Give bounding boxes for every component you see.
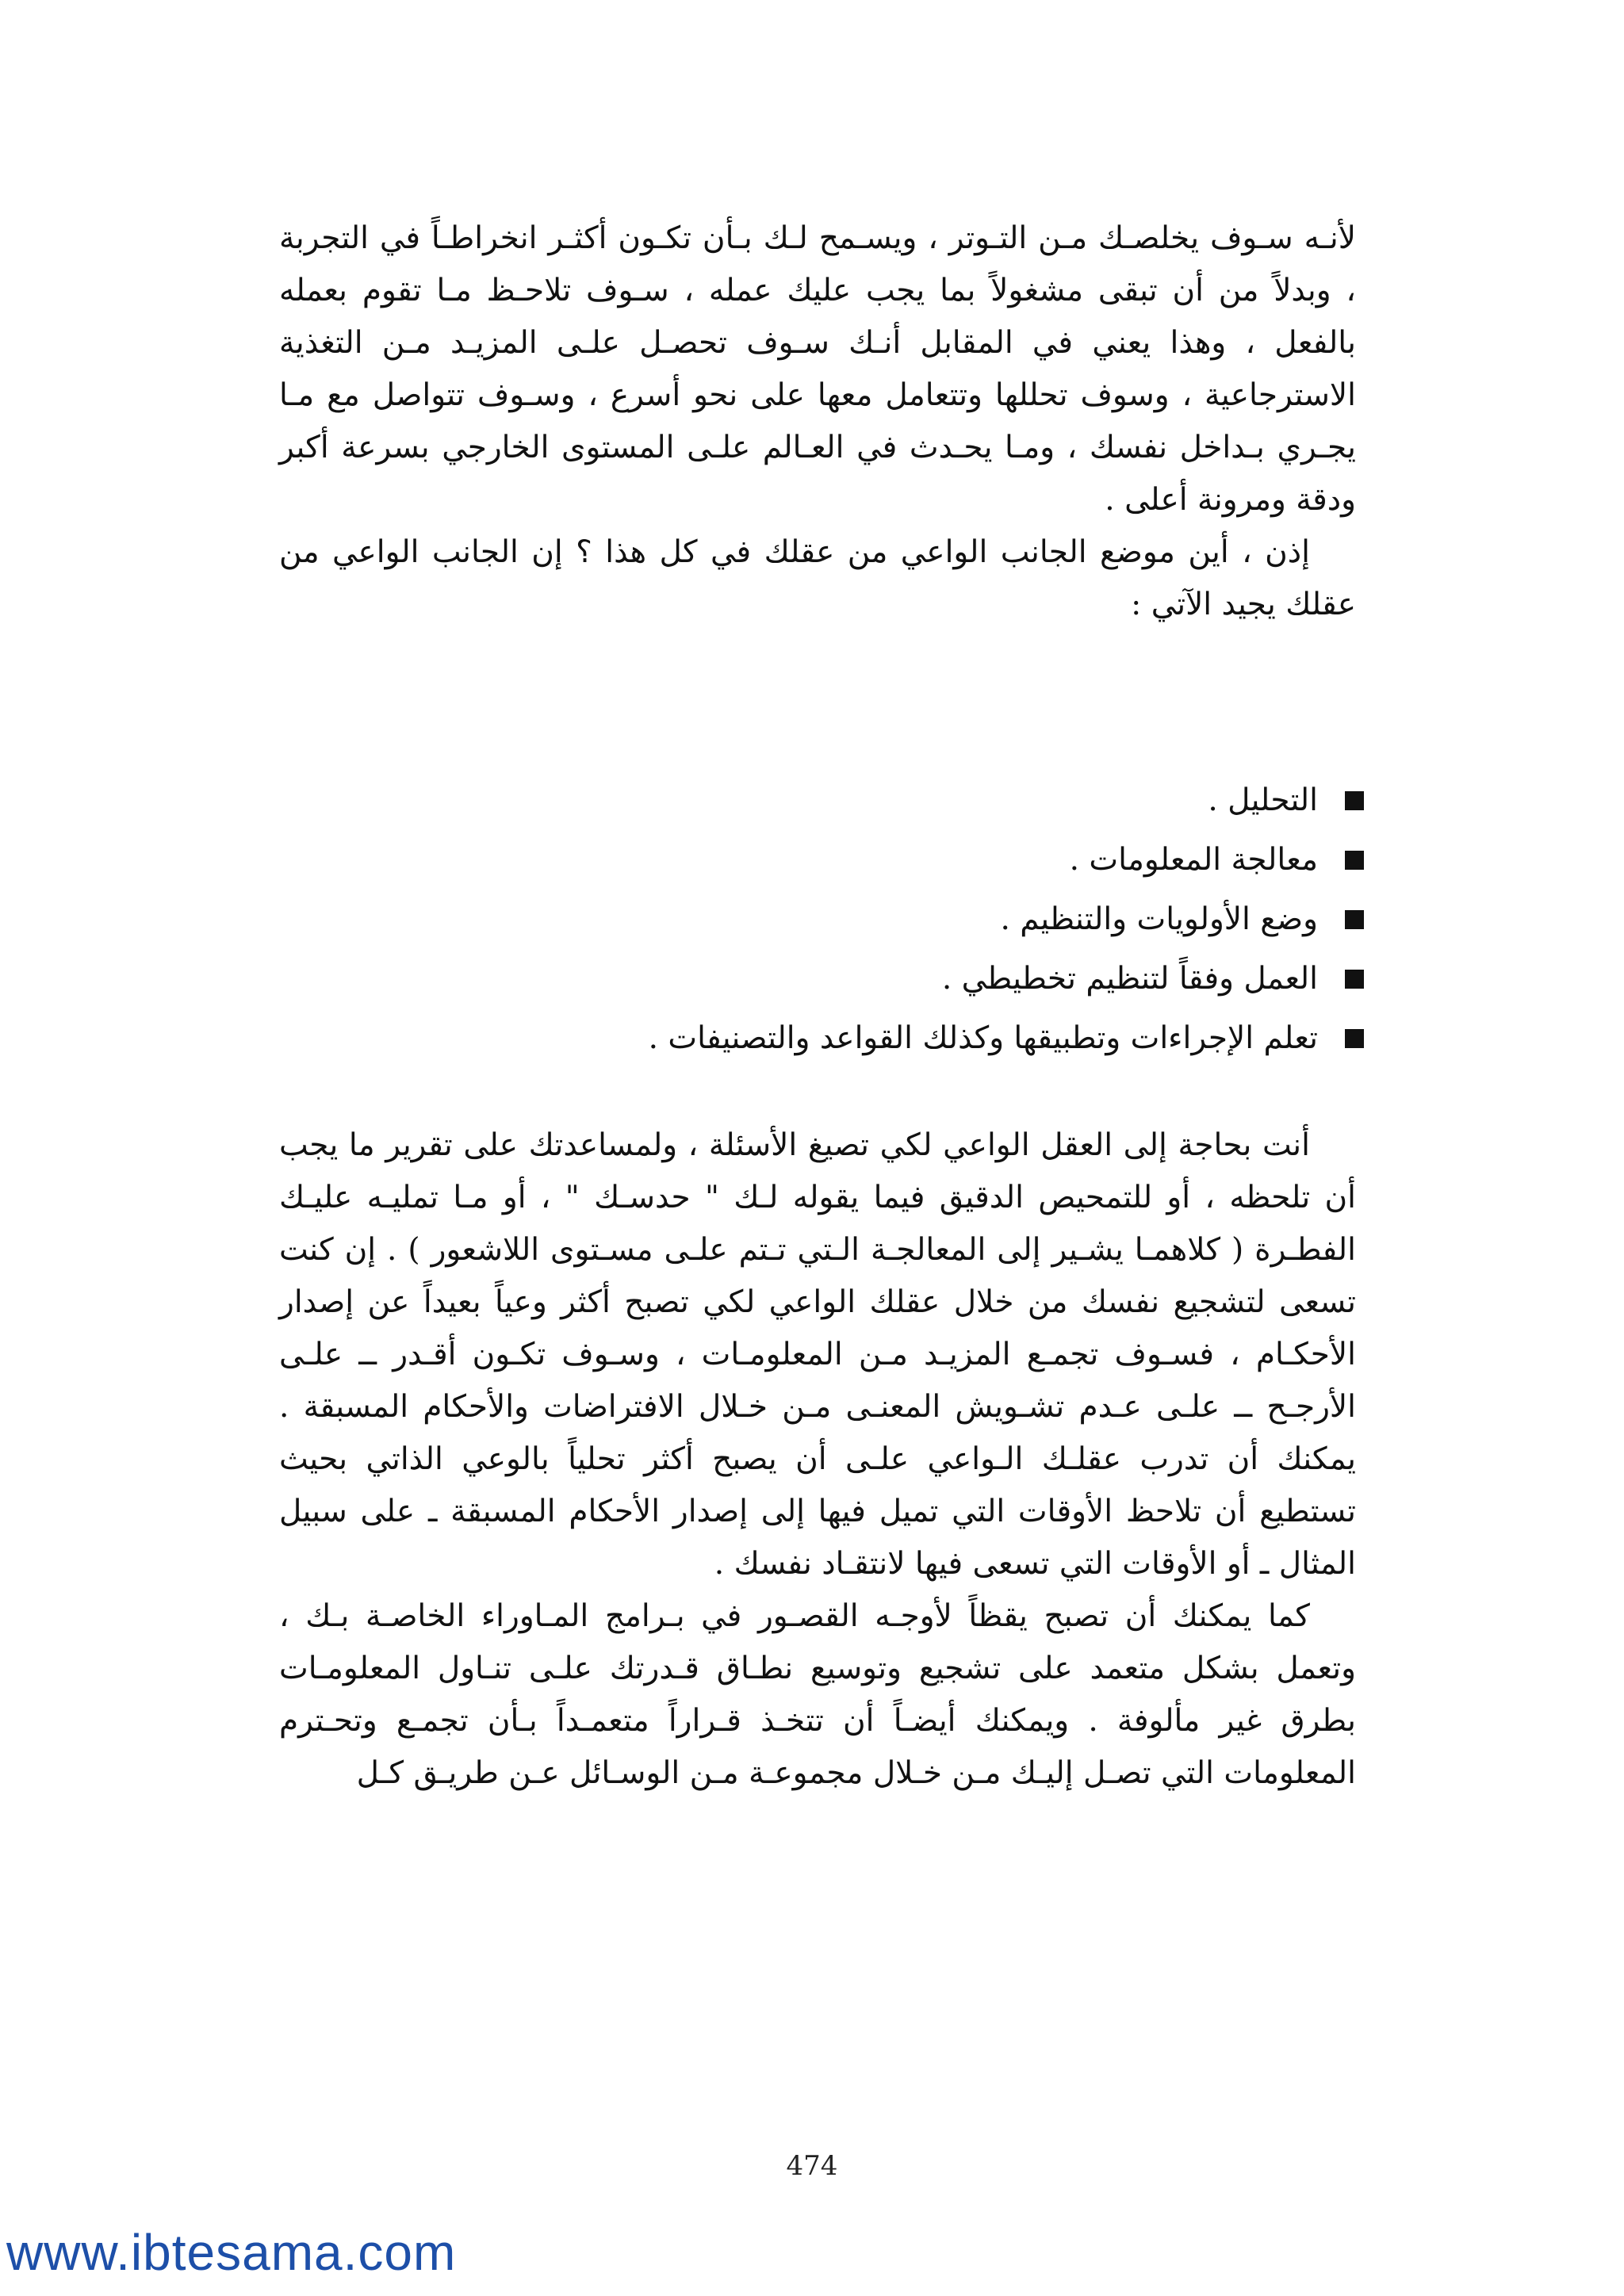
square-bullet-icon [1345,910,1364,929]
list-item-text: وضع الأولويات والتنظيم . [1000,901,1318,937]
paragraph: كما يمكنك أن تصبح يقظاً لأوجـه القصـور في بـرامج المـاوراء الخاصـة بـك ، وتعمل بشكل متعمد على تشجيع وتوسيع نطـاق قـدرتك علـى تنـاول المعلومـات بطرق غير مألوفة . ويمكنك أيضـاً أن تتخـذ قـراراً متعمـداً بـأن تجمـع وتحـترم المعلومات التي تصـل إليـك مـن خـلال مجموعـة مـن الوسـائل عـن طريـق كـل [279,1598,1356,1791]
list-item [333,949,1364,1008]
list-item [333,771,1364,830]
square-bullet-icon [1345,1029,1364,1048]
list-item-text: العمل وفقاً لتنظيم تخطيطي . [941,961,1318,997]
list-item [333,830,1364,890]
list-item-text: معالجة المعلومات . [1069,842,1318,878]
list-item [333,890,1364,949]
square-bullet-icon [1345,970,1364,989]
square-bullet-icon [1345,791,1364,810]
bullet-list [333,771,1364,1068]
page-number: 474 [786,2150,838,2182]
list-item-text: التحليل . [1208,783,1318,818]
body-text-bottom [279,1119,1356,1800]
paragraph: لأنـه سـوف يخلصـك مـن التـوتر ، ويسـمح لـك بـأن تكـون أكثـر انخراطـاً في التجربة ، وبدلاً من أن تبقى مشغولاً بما يجب عليك عمله ، سـوف تلاحـظ مـا تقوم بعمله بالفعل ، وهذا يعني في المقابل أنـك سـوف تحصـل علـى المزيـد مـن التغذية الاسترجاعية ، وسوف تحللها وتتعامل معها على نحو أسرع ، وسـوف تتواصل مع مـا يجـري بـداخل نفسك ، ومـا يحـدث في العـالم علـى المستوى الخارجي بسرعة أكبر ودقة ومرونة أعلى . [279,220,1356,518]
list-item-text: تعلم الإجراءات وتطبيقها وكذلك القواعد والتصنيفات . [648,1020,1318,1056]
list-item [333,1008,1364,1068]
website-watermark: www.ibtesama.com [6,2224,457,2281]
body-text-top [279,212,1356,631]
square-bullet-icon [1345,851,1364,870]
paragraph: إذن ، أين موضع الجانب الواعي من عقلك في كل هذا ؟ إن الجانب الواعي من عقلك يجيد الآتي : [279,534,1356,622]
paragraph: أنت بحاجة إلى العقل الواعي لكي تصيغ الأسئلة ، ولمساعدتك على تقرير ما يجب أن تلحظه ، أو للتمحيص الدقيق فيما يقوله لـك " حدسـك " ، أو مـا تمليـه عليـك الفطـرة ( كلاهمـا يشـير إلى المعالجـة الـتي تـتم علـى مسـتوى اللاشعور ) . إن كنت تسعى لتشجيع نفسك من خلال عقلك الواعي لكي تصبح أكثر وعياً بعيداً عن إصدار الأحكـام ، فسـوف تجمـع المزيـد مـن المعلومـات ، وسـوف تكـون أقـدر ــ علـى الأرجـح ــ علـى عـدم تشـويش المعنـى مـن خـلال الافتراضات والأحكام المسبقة . يمكنك أن تدرب عقلـك الـواعي علـى أن يصبح أكثر تحلياً بالوعي الذاتي بحيث تستطيع أن تلاحظ الأوقات التي تميل فيها إلى إصدار الأحكام المسبقة ـ على سبيل المثال ـ أو الأوقات التي تسعى فيها لانتقـاد نفسك . [279,1127,1356,1582]
